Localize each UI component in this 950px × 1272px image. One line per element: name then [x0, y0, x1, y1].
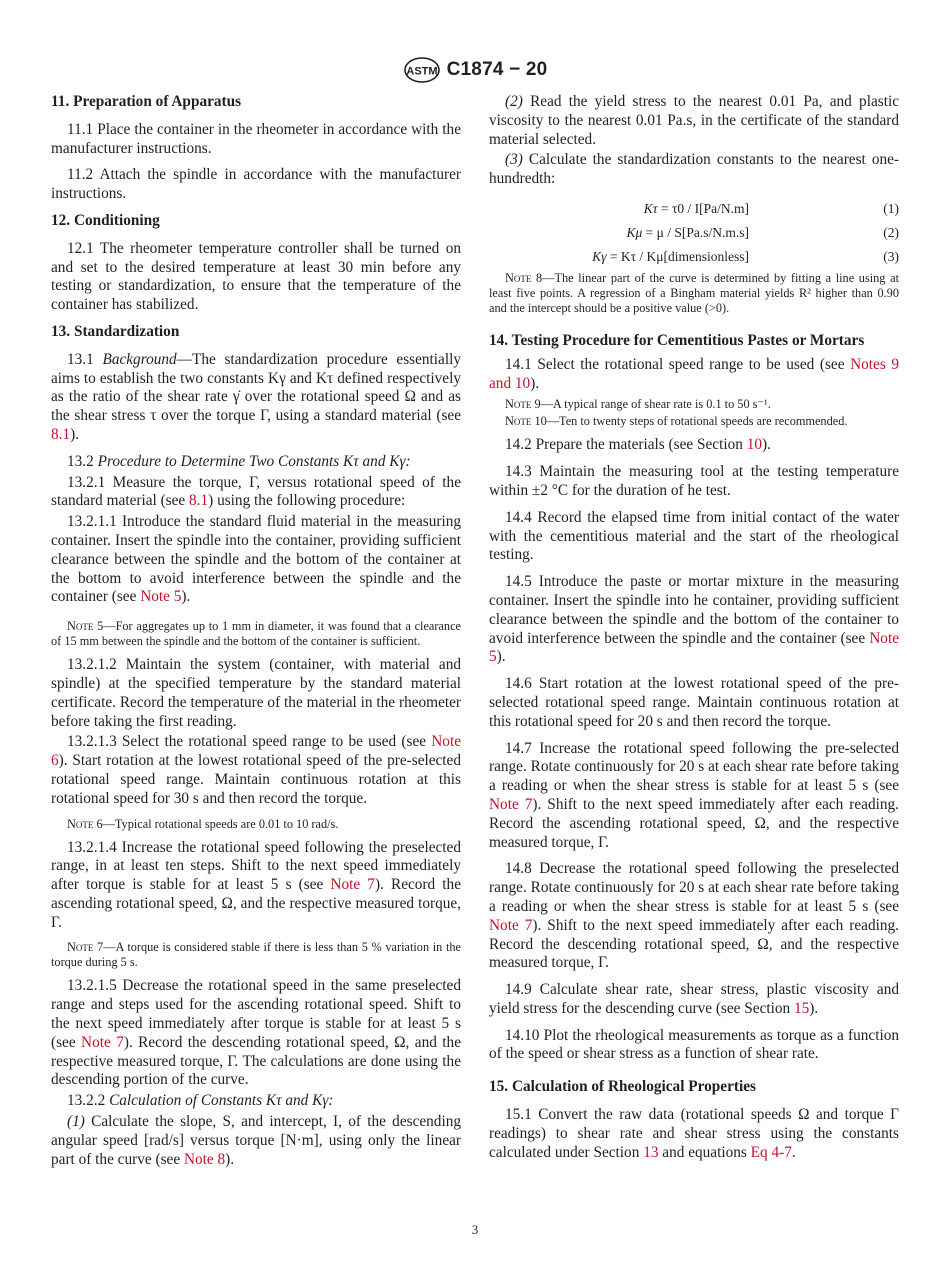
para-14-9: 14.9 Calculate shear rate, shear stress, plastic viscosity and yield stress for the descending curve (see Section 15).	[489, 981, 899, 1017]
ref-section-10-link[interactable]: 10	[746, 436, 762, 454]
astm-logo-text: ASTM	[406, 65, 438, 78]
para-14-3: 14.3 Maintain the measuring tool at the testing temperature within ±2 °C for the duration of he test.	[489, 463, 899, 499]
ref-eq-4-7-link[interactable]: Eq 4-7	[750, 1143, 792, 1161]
para-step-1: (1) Calculate the slope, S, and intercept, I, of the descending angular speed [rad/s] versus torque [N·m], using only the linear part of the curve (see Note 8).	[51, 1113, 461, 1168]
section-11-title: 11. Preparation of Apparatus	[51, 93, 242, 110]
para-step-2: (2) Read the yield stress to the nearest 0.01 Pa, and plastic viscosity to the nearest 0.01 Pa.s, in the certificate of the standard material selected.	[489, 93, 899, 148]
astm-logo-icon	[403, 56, 441, 84]
equation-2: Kμ = μ / S[Pa.s/N.m.s] (2)	[626, 224, 899, 240]
para-14-7: 14.7 Increase the rotational speed following the pre-selected range. Rotate continuously for 20 s at each shear rate before taking a reading or when the shear stress is stable for at least 5 s (see Note 7). Shift to the next speed immediately after each reading. Record the ascending rotational speed, Ω, and the respective measured torque, Γ.	[489, 739, 899, 851]
ref-section-15-link[interactable]: 15	[794, 999, 810, 1017]
ref-note-7-link[interactable]: Note 7	[330, 876, 375, 894]
ref-note-7-link[interactable]: Note 7	[489, 795, 533, 813]
para-14-6: 14.6 Start rotation at the lowest rotational speed of the pre-selected rotational speed range. Maintain continuous rotation at this rotational speed for 20 s and then record the torque.	[489, 675, 899, 730]
para-13-2-2: 13.2.2 Calculation of Constants Kτ and Kγ:	[67, 1092, 334, 1110]
para-13-2-1-4: 13.2.1.4 Increase the rotational speed following the preselected range, in at least ten steps. Shift to the next speed immediately after torque is stable for at least 5 s (see Note 7). Record the ascending rotational speed, Ω, and the respective measured torque, Γ.	[51, 838, 461, 931]
ref-note-8-link[interactable]: Note 8	[183, 1150, 226, 1168]
ref-note-7-link[interactable]: Note 7	[81, 1033, 124, 1051]
para-14-1: 14.1 Select the rotational speed range to be used (see Notes 9 and 10).	[489, 355, 899, 392]
para-14-4: 14.4 Record the elapsed time from initial contact of the water with the cementitious material and the start of the rheological testing.	[489, 508, 899, 564]
section-15-title: 15. Calculation of Rheological Properties	[489, 1078, 756, 1096]
para-11-2: 11.2 Attach the spindle in accordance with the manufacturer instructions.	[51, 166, 461, 203]
para-14-10: 14.10 Plot the rheological measurements as torque as a function of the speed or shear stress as a function of shear rate.	[489, 1026, 899, 1063]
note-8: Note 8—The linear part of the curve is determined by fitting a line using at least five points. A regression of a Bingham material yields R² higher than 0.90 and the intercept should be a positive value (>0).	[489, 270, 899, 315]
note-9: Note 9—A typical range of shear rate is 0.1 to 50 s⁻¹.	[505, 397, 771, 412]
para-12-1: 12.1 The rheometer temperature controller shall be turned on and set to the desired temperature at least 30 min before any testing or standardization, to ensure that the temperature of the container has stabilized.	[51, 239, 461, 314]
equation-1: Kτ = τ0 / I[Pa/N.m] (1)	[643, 200, 899, 216]
section-14-title: 14. Testing Procedure for Cementitious Pastes or Mortars	[489, 331, 865, 349]
para-13-2-1: 13.2.1 Measure the torque, Γ, versus rotational speed of the standard material (see 8.1) using the following procedure:	[51, 473, 461, 510]
section-12-title: 12. Conditioning	[51, 211, 160, 229]
para-13-2: 13.2 Procedure to Determine Two Constants Kτ and Kγ:	[67, 452, 411, 470]
para-13-2-1-3: 13.2.1.3 Select the rotational speed range to be used (see Note 6). Start rotation at the lowest rotational speed of the pre-selected rotational speed range. Maintain continuous rotation at this rotational speed for 30 s and then record the torque.	[51, 733, 461, 807]
ref-section-13-link[interactable]: 13	[643, 1143, 659, 1161]
page-number: 3	[471, 1222, 479, 1237]
right-column	[489, 93, 899, 1170]
ref-note-5-link[interactable]: Note 5	[140, 588, 182, 606]
note-5: Note 5—For aggregates up to 1 mm in diameter, it was found that a clearance of 15 mm between the spindle and the bottom of the container is sufficient.	[51, 619, 461, 649]
para-15-1: 15.1 Convert the raw data (rotational speeds Ω and torque Γ readings) to shear rate and shear stress using the constants calculated under Section 13 and equations Eq 4-7.	[489, 1106, 899, 1161]
para-14-2: 14.2 Prepare the materials (see Section 10).	[505, 436, 771, 454]
para-13-2-1-2: 13.2.1.2 Maintain the system (container, with material and spindle) at the specified temperature by the standard material certificate. Record the temperature of the material in the rheometer before taking the first reading.	[51, 656, 461, 730]
document-id: C1874 − 20	[446, 59, 548, 80]
page-header	[0, 56, 950, 84]
section-13-title: 13. Standardization	[51, 322, 180, 340]
para-13-2-1-5: 13.2.1.5 Decrease the rotational speed in the same preselected range and steps used for the ascending rotational speed. Shift to the next speed immediately after torque is stable for at least 5 s (see Note 7). Record the descending rotational speed, Ω, and the respective measured torque, Γ. The calculations are done using the descending portion of the curve.	[51, 977, 461, 1089]
ref-note-5-link[interactable]: Note 5	[489, 629, 899, 666]
note-7: Note 7—A torque is considered stable if there is less than 5 % variation in the torque during 5 s.	[51, 940, 461, 970]
ref-notes-9-10-link[interactable]: Notes 9 and 10	[489, 355, 899, 392]
left-column	[51, 93, 461, 1171]
equation-3: Kγ = Kτ / Kμ[dimensionless] (3)	[592, 248, 899, 264]
para-14-5: 14.5 Introduce the paste or mortar mixture in the measuring container. Insert the spindle into he container, providing sufficient clearance between the spindle and the bottom of the container to avoid interference between the spindle and the container (see Note 5).	[489, 573, 899, 666]
note-6: Note 6—Typical rotational speeds are 0.01 to 10 rad/s.	[67, 816, 339, 831]
para-11-1: 11.1 Place the container in the rheometer in accordance with the manufacturer instructions.	[51, 120, 461, 157]
ref-8-1-link[interactable]: 8.1	[51, 425, 71, 443]
para-13-1: 13.1 Background—The standardization procedure essentially aims to establish the two constants Kγ and Kτ defined respectively as the ratio of the shear rate γ̇ over the rotational speed Ω and as the shear stress τ over the torque Γ, using a standard material (see 8.1).	[51, 350, 461, 443]
para-13-2-1-1: 13.2.1.1 Introduce the standard fluid material in the measuring container. Insert the spindle into the container, providing sufficient clearance between the spindle and the bottom of the container at the bottom to avoid interference between the spindle and the container (see Note 5).	[51, 513, 461, 606]
para-step-3: (3) Calculate the standardization constants to the nearest one-hundredth:	[489, 151, 899, 188]
ref-note-6-link[interactable]: Note 6	[51, 733, 461, 770]
ref-8-1-link[interactable]: 8.1	[189, 492, 209, 510]
ref-note-7-link[interactable]: Note 7	[489, 916, 533, 934]
note-10: Note 10—Ten to twenty steps of rotational speeds are recommended.	[505, 414, 848, 429]
para-14-8: 14.8 Decrease the rotational speed following the preselected range. Rotate continuously for 20 s at each shear rate before taking a reading or when the shear stress is stable for at least 5 s (see Note 7). Shift to the next speed immediately after each reading. Record the descending rotational speed, Ω, and the respective measured torque, Γ.	[489, 860, 899, 972]
